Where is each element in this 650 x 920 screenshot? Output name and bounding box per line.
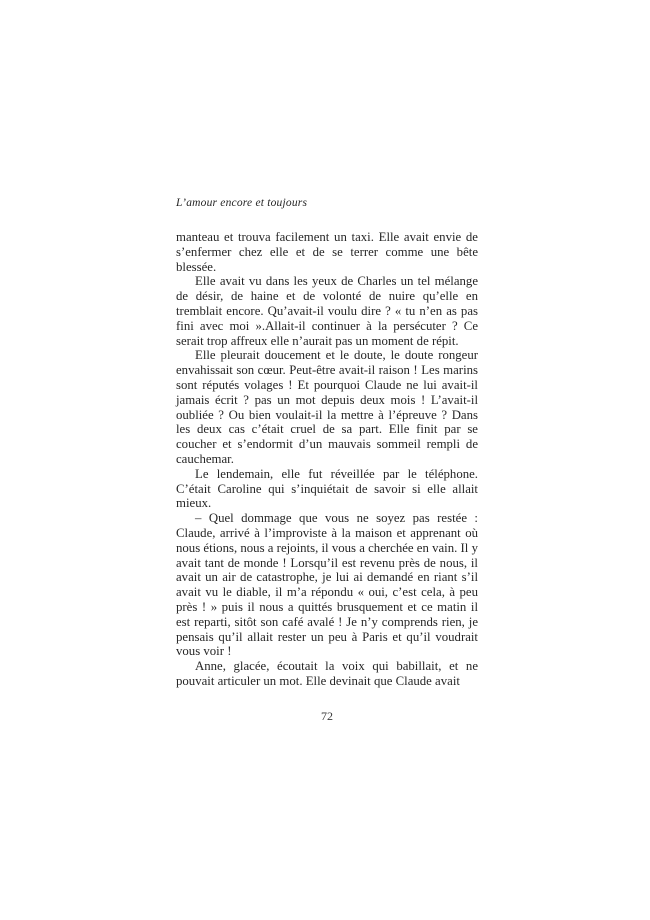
paragraph: Elle avait vu dans les yeux de Charles un tel mélange de désir, de haine et de volonté de nuire qu’elle en tremblait encore. Qu’avait-il voulu dire ? « tu n’en as pas fini avec moi ».Allait-il continuer à la persécuter ? Ce serait trop affreux elle n’aurait pas un moment de répit. [176, 274, 478, 348]
paragraph: Elle pleurait doucement et le doute, le doute rongeur envahissait son cœur. Peut-être avait-il raison ! Les marins sont réputés volages ! Et pourquoi Claude ne lui avait-il jamais écrit ? pas un mot depuis deux mois ! L’avait-il oubliée ? Ou bien voulait-il la mettre à l’épreuve ? Dans les deux cas c’était cruel de sa part. Elle finit par se coucher et s’endormit d’un mauvais sommeil rempli de cauchemar. [176, 348, 478, 466]
paragraph: Anne, glacée, écoutait la voix qui babillait, et ne pouvait articuler un mot. Elle devinait que Claude avait [176, 659, 478, 688]
paragraph: Le lendemain, elle fut réveillée par le téléphone. C’était Caroline qui s’inquiétait de savoir si elle allait mieux. [176, 466, 478, 511]
paragraph: manteau et trouva facilement un taxi. Elle avait envie de s’enfermer chez elle et de se terrer comme une bête blessée. [176, 230, 478, 274]
page-number: 72 [321, 709, 333, 723]
running-header: L’amour encore et toujours [176, 197, 308, 209]
paragraph: – Quel dommage que vous ne soyez pas restée : Claude, arrivé à l’improviste à la maison et apprenant où nous étions, nous a rejoints, il vous a cherchée en vain. Il y avait tant de monde ! Lorsqu’il est revenu près de nous, il avait un air de catastrophe, je lui ai demandé en riant s’il avait vu le diable, il m’a répondu « oui, c’est cela, à peu près ! » puis il nous a quittés brusquement et ce matin il est reparti, sitôt son café avalé ! Je n’y comprends rien, je pensais qu’il allait rester un peu à Paris et qu’il voudrait vous voir ! [176, 511, 478, 659]
body-text [176, 230, 478, 689]
